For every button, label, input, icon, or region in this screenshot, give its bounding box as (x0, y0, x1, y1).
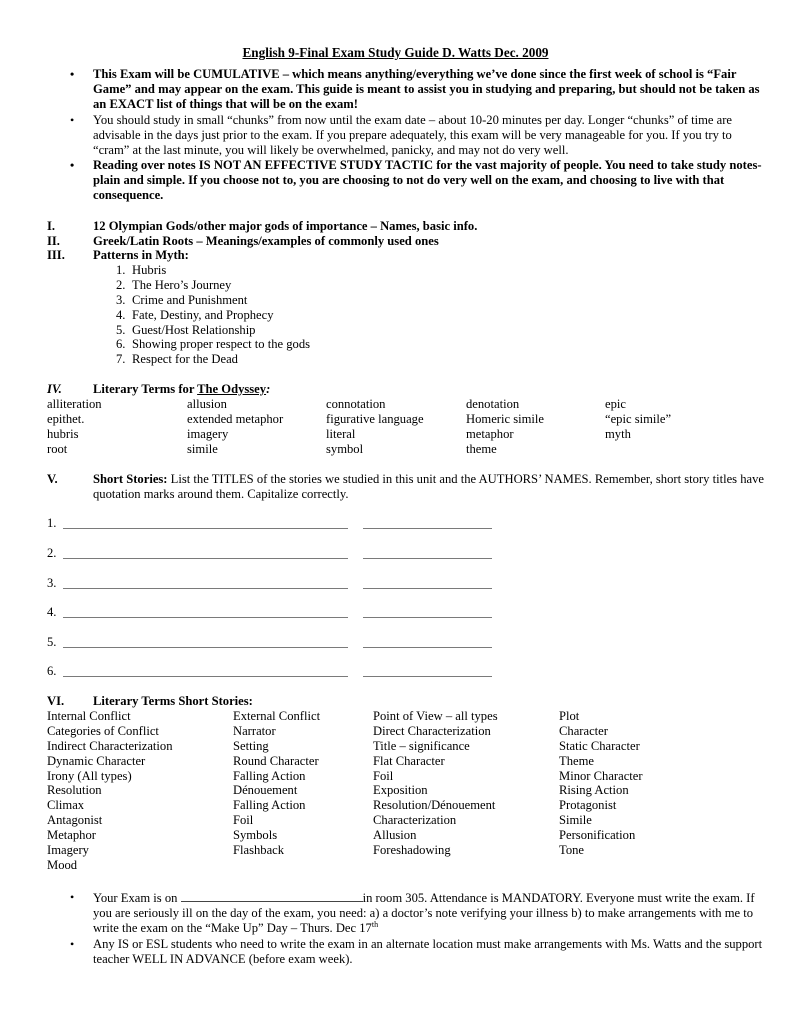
bullet-text: in room 305. Attendance is MANDATORY. Everyone must write the exam. If you are seriously ill on the day of the exam, you need: a) a doctor’s note verifying your illness b) to make arrangements with me to write the exam on the “Make Up” Day – Thurs. Dec 17 (93, 891, 755, 935)
author-blank[interactable] (363, 617, 492, 618)
section-heading: Greek/Latin Roots – Meanings/examples of commonly used ones (93, 234, 439, 248)
term: Symbols (233, 828, 278, 843)
term: Internal Conflict (47, 709, 131, 723)
list-item (116, 323, 310, 338)
term: Theme (559, 753, 594, 768)
item-label: Hubris (132, 263, 167, 277)
section-heading: Literary Terms Short Stories: (93, 694, 253, 708)
heading-prefix: Literary Terms for (93, 382, 198, 396)
list-item (116, 293, 310, 308)
term: epic (605, 397, 626, 411)
term (605, 442, 745, 457)
item-number: 1. (116, 263, 126, 277)
term: Protagonist (559, 798, 617, 813)
term: myth (605, 426, 631, 441)
term: Personification (559, 828, 636, 843)
term: Dénouement (233, 783, 298, 798)
term (559, 858, 709, 873)
bullet-study-chunks (66, 113, 766, 158)
heading-suffix: : (266, 382, 271, 396)
bullet-text: Reading over notes IS NOT AN EFFECTIVE STUDY TACTIC for the vast majority of people. You need to take study notes- plain and simple. If you choose not to, you are choosing to not do very well on the exam, and choosing to live with that consequence. (93, 158, 762, 203)
term: Falling Action (233, 768, 306, 783)
term: imagery (187, 426, 229, 441)
term: Indirect Characterization (47, 738, 173, 753)
term: Falling Action (233, 798, 306, 813)
section-number: II. (47, 234, 60, 248)
term: connotation (326, 397, 386, 411)
page-title (0, 46, 791, 61)
term: Irony (All types) (47, 768, 132, 783)
term: Setting (233, 738, 269, 753)
bullet-text: Your Exam is on (93, 891, 181, 905)
term: External Conflict (233, 709, 321, 723)
item-number: 4. (116, 307, 126, 322)
title-blank[interactable] (63, 528, 348, 529)
odyssey-title: The Odyssey (197, 382, 267, 396)
title-blank[interactable] (63, 676, 348, 677)
author-blank[interactable] (363, 528, 492, 529)
section-number: III. (47, 248, 65, 262)
term: “epic simile” (605, 411, 672, 426)
section-4 (47, 382, 777, 397)
item-label: Crime and Punishment (132, 292, 248, 307)
term: Imagery (47, 843, 89, 858)
term: Character (559, 723, 608, 738)
section-number: IV. (47, 382, 62, 396)
list-item (116, 278, 310, 293)
section-heading (93, 382, 777, 397)
term: Flashback (233, 843, 285, 858)
author-blank[interactable] (363, 588, 492, 589)
short-story-terms-grid (47, 709, 709, 873)
author-blank[interactable] (363, 647, 492, 648)
term: Title – significance (373, 738, 470, 753)
section-heading: Patterns in Myth: (93, 248, 189, 262)
item-label: Fate, Destiny, and Prophecy (132, 307, 274, 322)
section-number: V. (47, 472, 58, 486)
term: simile (187, 441, 218, 456)
term: Rising Action (559, 783, 629, 798)
term: allusion (187, 397, 227, 411)
row-number: 1. (47, 516, 57, 530)
myth-patterns-list (116, 263, 310, 367)
term: Exposition (373, 783, 428, 798)
term: Resolution/Dénouement (373, 798, 496, 813)
item-label: Respect for the Dead (132, 352, 238, 367)
item-label: Showing proper respect to the gods (132, 337, 311, 352)
heading-label: Short Stories: (93, 472, 168, 486)
bullet-icon: • (70, 936, 75, 951)
list-item (116, 337, 310, 352)
title-blank[interactable] (63, 588, 348, 589)
term: Direct Characterization (373, 723, 491, 738)
bullet-icon: • (70, 67, 75, 81)
row-number: 3. (47, 576, 57, 590)
section-5 (47, 472, 777, 502)
section-heading (93, 472, 777, 502)
section-6 (47, 694, 777, 709)
term: Categories of Conflict (47, 723, 159, 738)
item-number: 6. (116, 337, 126, 352)
term: theme (466, 441, 497, 456)
exam-date-blank[interactable] (181, 890, 363, 902)
term: denotation (466, 397, 520, 411)
row-number: 2. (47, 546, 57, 560)
term: Narrator (233, 723, 276, 738)
term: Foreshadowing (373, 843, 451, 858)
section-number: VI. (47, 694, 65, 708)
bullet-icon: • (70, 890, 75, 904)
item-number: 7. (116, 352, 126, 367)
term: Allusion (373, 828, 417, 843)
bullet-icon: • (70, 158, 75, 173)
item-label: The Hero’s Journey (132, 277, 232, 292)
title-text: English 9-Final Exam Study Guide D. Watts Dec. 2009 (242, 45, 549, 60)
list-item (116, 263, 310, 278)
title-blank[interactable] (63, 617, 348, 618)
closing-bullet-list (66, 890, 766, 968)
term: Resolution (47, 783, 102, 798)
bullet-exam-date (66, 890, 766, 936)
section-3 (47, 248, 777, 263)
section-1 (47, 219, 777, 234)
bullet-cumulative (66, 67, 766, 112)
term: Foil (233, 813, 254, 828)
list-item (116, 308, 310, 323)
term: Homeric simile (466, 411, 544, 426)
item-number: 5. (116, 322, 126, 337)
list-item (116, 352, 310, 367)
odyssey-terms-grid (47, 397, 745, 457)
author-blank[interactable] (363, 676, 492, 677)
bullet-text: This Exam will be CUMULATIVE – which means anything/everything we’ve done since the first week of school is “Fair Game” and may appear on the exam. This guide is meant to assist you in studying and preparing, but should not be taken as an EXACT list of things that will be on the exam! (93, 67, 760, 111)
term: Antagonist (47, 813, 103, 828)
term: Dynamic Character (47, 753, 146, 768)
term: hubris (47, 426, 79, 441)
bullet-study-tactic (66, 158, 766, 203)
term: Foil (373, 768, 394, 783)
term: Static Character (559, 738, 640, 753)
term: Metaphor (47, 828, 96, 843)
intro-bullet-list (66, 67, 766, 204)
term (233, 858, 373, 873)
term: figurative language (326, 411, 424, 426)
term (373, 858, 559, 873)
item-number: 3. (116, 292, 126, 307)
row-number: 6. (47, 664, 57, 678)
bullet-text: Any IS or ESL students who need to write the exam in an alternate location must make arrangements with Ms. Watts and the support teacher WELL IN ADVANCE (before exam week). (93, 936, 763, 966)
term: Flat Character (373, 753, 445, 768)
term: extended metaphor (187, 411, 284, 426)
row-number: 4. (47, 605, 57, 619)
heading-instructions: List the TITLES of the stories we studied in this unit and the AUTHORS’ NAMES. Remember, short story titles have quotation marks around them. Capitalize correctly. (93, 472, 764, 501)
term: alliteration (47, 397, 102, 411)
term: Mood (47, 857, 78, 872)
term: Plot (559, 709, 580, 723)
term: epithet. (47, 411, 85, 426)
title-blank[interactable] (63, 647, 348, 648)
term: Minor Character (559, 768, 643, 783)
term: Round Character (233, 753, 319, 768)
term: literal (326, 426, 356, 441)
term: Point of View – all types (373, 709, 498, 723)
term: symbol (326, 441, 364, 456)
term: Climax (47, 798, 85, 813)
term: Simile (559, 813, 592, 828)
section-2 (47, 234, 777, 249)
bullet-icon: • (70, 112, 75, 127)
item-label: Guest/Host Relationship (132, 322, 256, 337)
section-heading: 12 Olympian Gods/other major gods of importance – Names, basic info. (93, 219, 478, 233)
term: Characterization (373, 813, 457, 828)
bullet-is-esl (66, 937, 766, 967)
item-number: 2. (116, 277, 126, 292)
term: root (47, 441, 68, 456)
bullet-text: You should study in small “chunks” from now until the exam date – about 10-20 minutes per day. Longer “chunks” of time are advisable in the days just prior to the exam. If you prepare adequately, this exam will be very manageable for you. If you try to “cram” at the last minute, you will likely be overwhelmed, panicky, and may not do very well. (93, 112, 733, 157)
term: Tone (559, 843, 584, 858)
author-blank[interactable] (363, 558, 492, 559)
term: metaphor (466, 426, 514, 441)
ordinal-suffix: th (371, 919, 379, 929)
title-blank[interactable] (63, 558, 348, 559)
section-number: I. (47, 219, 56, 233)
row-number: 5. (47, 635, 57, 649)
